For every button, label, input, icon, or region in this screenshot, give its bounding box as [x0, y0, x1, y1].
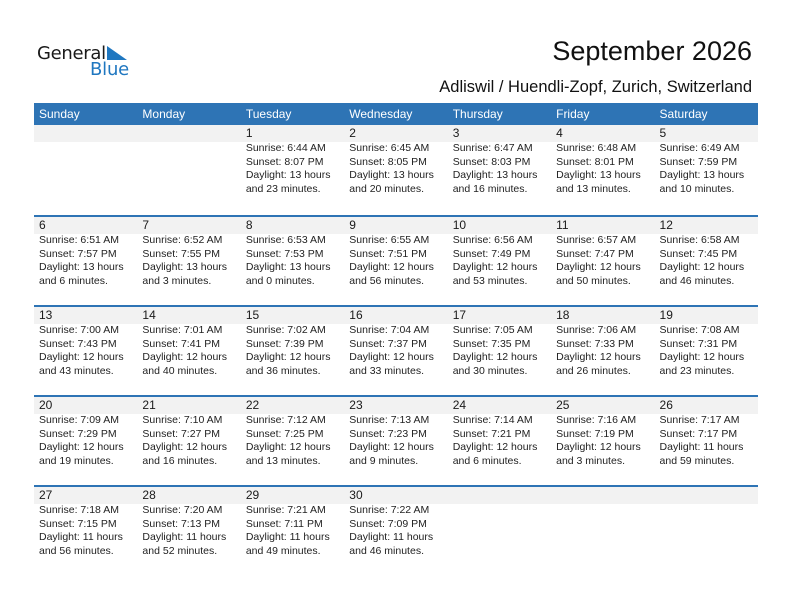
daylight-hours: Daylight: 12 hours	[142, 351, 228, 364]
day-number: 1	[245, 126, 253, 140]
daylight-hours: Daylight: 12 hours	[452, 351, 538, 364]
sunrise-time: Sunrise: 7:04 AM	[349, 324, 430, 336]
sunset-time: Sunset: 7:17 PM	[659, 427, 738, 440]
sunrise-time: Sunrise: 6:57 AM	[556, 234, 637, 246]
sunset-time: Sunset: 7:57 PM	[39, 247, 117, 260]
day-cell	[448, 217, 551, 288]
empty-day-cell	[655, 487, 758, 558]
daylight-minutes: and 16 minutes.	[142, 454, 218, 467]
sunrise-time: Sunrise: 7:10 AM	[142, 414, 223, 426]
day-cell	[34, 217, 137, 288]
day-number: 19	[659, 308, 673, 322]
daylight-minutes: and 36 minutes.	[245, 364, 321, 377]
sunrise-time: Sunrise: 7:17 AM	[659, 414, 740, 426]
day-number: 9	[349, 218, 356, 232]
sunset-time: Sunset: 7:59 PM	[659, 155, 738, 168]
sunset-time: Sunset: 7:13 PM	[142, 517, 221, 530]
calendar-grid	[34, 103, 758, 575]
sunset-time: Sunset: 7:11 PM	[245, 517, 323, 530]
day-cell	[34, 397, 137, 468]
calendar-week-row	[34, 485, 758, 575]
calendar-weeks	[34, 125, 758, 575]
sunset-time: Sunset: 7:25 PM	[245, 427, 324, 440]
sunrise-time: Sunrise: 6:49 AM	[659, 142, 740, 154]
daylight-hours: Daylight: 13 hours	[39, 261, 124, 274]
sunrise-time: Sunrise: 7:22 AM	[349, 504, 430, 516]
daylight-hours: Daylight: 13 hours	[556, 169, 641, 182]
sunrise-time: Sunrise: 7:00 AM	[39, 324, 119, 336]
daylight-hours: Daylight: 13 hours	[142, 261, 228, 274]
sunset-time: Sunset: 7:31 PM	[659, 337, 738, 350]
sunrise-time: Sunrise: 6:51 AM	[39, 234, 119, 246]
daylight-minutes: and 26 minutes.	[556, 364, 631, 377]
daylight-minutes: and 49 minutes.	[245, 544, 321, 557]
day-number: 28	[142, 488, 156, 502]
daylight-hours: Daylight: 11 hours	[39, 531, 123, 544]
sunset-time: Sunset: 7:23 PM	[349, 427, 427, 440]
daylight-minutes: and 40 minutes.	[142, 364, 218, 377]
sunrise-time: Sunrise: 7:18 AM	[39, 504, 119, 516]
daylight-hours: Daylight: 13 hours	[452, 169, 538, 182]
daylight-minutes: and 20 minutes.	[349, 182, 424, 195]
page-title: September 2026	[552, 36, 752, 66]
sunset-time: Sunset: 7:19 PM	[556, 427, 634, 440]
daylight-minutes: and 33 minutes.	[349, 364, 424, 377]
day-cell	[551, 125, 654, 196]
day-cell	[344, 217, 447, 288]
day-number: 21	[142, 398, 156, 412]
sunrise-time: Sunrise: 7:12 AM	[245, 414, 326, 426]
weekday-tuesday: Tuesday	[245, 107, 292, 121]
logo-word-general: General	[37, 43, 106, 64]
daylight-hours: Daylight: 11 hours	[245, 531, 330, 544]
day-cell	[344, 397, 447, 468]
sunrise-time: Sunrise: 6:58 AM	[659, 234, 740, 246]
day-number: 15	[245, 308, 260, 322]
sunrise-time: Sunrise: 7:01 AM	[142, 324, 223, 336]
day-cell	[137, 397, 240, 468]
logo-word-blue: Blue	[90, 59, 130, 80]
daylight-minutes: and 59 minutes.	[659, 454, 735, 467]
sunset-time: Sunset: 7:53 PM	[245, 247, 324, 260]
day-number: 4	[556, 126, 563, 140]
week-cells	[34, 125, 758, 196]
sunrise-time: Sunrise: 7:21 AM	[245, 504, 326, 516]
day-number: 6	[39, 218, 46, 232]
day-cell	[448, 125, 551, 196]
daylight-hours: Daylight: 12 hours	[556, 351, 641, 364]
day-number: 11	[556, 218, 569, 232]
day-number: 12	[659, 218, 673, 232]
daylight-hours: Daylight: 12 hours	[659, 351, 745, 364]
daylight-hours: Daylight: 13 hours	[349, 169, 434, 182]
day-cell	[241, 125, 344, 196]
day-cell	[241, 217, 344, 288]
sunrise-time: Sunrise: 7:16 AM	[556, 414, 637, 426]
week-cells	[34, 487, 758, 558]
sunset-time: Sunset: 8:03 PM	[452, 155, 531, 168]
day-cell	[448, 397, 551, 468]
sunset-time: Sunset: 7:35 PM	[452, 337, 531, 350]
daylight-minutes: and 30 minutes.	[452, 364, 528, 377]
empty-day-cell	[34, 125, 137, 196]
daylight-minutes: and 0 minutes.	[245, 274, 315, 287]
daylight-hours: Daylight: 12 hours	[556, 441, 641, 454]
general-blue-logo	[37, 43, 137, 83]
day-cell	[448, 307, 551, 378]
daylight-hours: Daylight: 12 hours	[39, 351, 124, 364]
daylight-hours: Daylight: 13 hours	[245, 169, 331, 182]
daylight-minutes: and 46 minutes.	[349, 544, 424, 557]
week-cells	[34, 307, 758, 378]
daylight-minutes: and 53 minutes.	[452, 274, 528, 287]
daylight-minutes: and 23 minutes.	[659, 364, 735, 377]
sunrise-time: Sunrise: 7:05 AM	[452, 324, 533, 336]
daylight-minutes: and 16 minutes.	[452, 182, 528, 195]
day-cell	[241, 307, 344, 378]
day-cell	[344, 487, 447, 558]
sunrise-time: Sunrise: 6:53 AM	[245, 234, 326, 246]
daylight-minutes: and 3 minutes.	[556, 454, 625, 467]
day-number: 13	[39, 308, 53, 322]
sunset-time: Sunset: 8:07 PM	[245, 155, 324, 168]
day-number: 20	[39, 398, 53, 412]
sunrise-time: Sunrise: 7:14 AM	[452, 414, 533, 426]
sunset-time: Sunset: 7:29 PM	[39, 427, 117, 440]
daylight-hours: Daylight: 12 hours	[452, 261, 538, 274]
sunrise-time: Sunrise: 6:48 AM	[556, 142, 637, 154]
day-cell	[344, 125, 447, 196]
weekday-sunday: Sunday	[39, 107, 80, 121]
calendar-week-row	[34, 125, 758, 215]
weekday-header-row	[34, 103, 758, 125]
day-number: 5	[659, 126, 667, 140]
daylight-minutes: and 19 minutes.	[39, 454, 114, 467]
day-number: 22	[245, 398, 260, 412]
weekday-wednesday: Wednesday	[349, 107, 413, 121]
day-number: 23	[349, 398, 363, 412]
sunset-time: Sunset: 7:33 PM	[556, 337, 634, 350]
sunrise-time: Sunrise: 6:52 AM	[142, 234, 223, 246]
day-cell	[551, 397, 654, 468]
day-number: 16	[349, 308, 363, 322]
day-number: 10	[452, 218, 467, 232]
calendar-week-row	[34, 395, 758, 485]
sunset-time: Sunset: 7:43 PM	[39, 337, 117, 350]
day-number: 24	[452, 398, 467, 412]
calendar-week-row	[34, 305, 758, 395]
weekday-saturday: Saturday	[659, 107, 708, 121]
sunset-time: Sunset: 7:49 PM	[452, 247, 531, 260]
day-cell	[655, 307, 758, 378]
day-number: 2	[349, 126, 356, 140]
daylight-minutes: and 9 minutes.	[349, 454, 419, 467]
sunset-time: Sunset: 8:01 PM	[556, 155, 634, 168]
day-cell	[241, 487, 344, 558]
day-number: 7	[142, 218, 150, 232]
sunrise-time: Sunrise: 7:06 AM	[556, 324, 637, 336]
daylight-hours: Daylight: 12 hours	[659, 261, 745, 274]
daylight-minutes: and 52 minutes.	[142, 544, 218, 557]
daylight-hours: Daylight: 12 hours	[245, 351, 331, 364]
day-cell	[655, 217, 758, 288]
daylight-minutes: and 23 minutes.	[245, 182, 321, 195]
daylight-hours: Daylight: 12 hours	[349, 441, 434, 454]
daylight-hours: Daylight: 12 hours	[349, 351, 434, 364]
daylight-minutes: and 46 minutes.	[659, 274, 735, 287]
sunset-time: Sunset: 7:55 PM	[142, 247, 221, 260]
day-number: 8	[245, 218, 253, 232]
sunset-time: Sunset: 7:47 PM	[556, 247, 634, 260]
daylight-minutes: and 13 minutes.	[556, 182, 631, 195]
sunrise-time: Sunrise: 7:09 AM	[39, 414, 119, 426]
sunrise-time: Sunrise: 7:08 AM	[659, 324, 740, 336]
day-cell	[137, 487, 240, 558]
day-cell	[34, 307, 137, 378]
sunset-time: Sunset: 8:05 PM	[349, 155, 427, 168]
sunset-time: Sunset: 7:09 PM	[349, 517, 427, 530]
sunrise-time: Sunrise: 7:13 AM	[349, 414, 430, 426]
calendar-week-row	[34, 215, 758, 305]
blue-triangle-icon	[107, 46, 127, 60]
sunset-time: Sunset: 7:15 PM	[39, 517, 117, 530]
day-cell	[655, 125, 758, 196]
weekday-monday: Monday	[142, 107, 186, 121]
daylight-minutes: and 56 minutes.	[349, 274, 424, 287]
day-number: 17	[452, 308, 467, 322]
location-subtitle: Adliswil / Huendli-Zopf, Zurich, Switzerland	[439, 78, 752, 96]
daylight-hours: Daylight: 11 hours	[349, 531, 434, 544]
day-cell	[655, 397, 758, 468]
day-cell	[34, 487, 137, 558]
daylight-hours: Daylight: 12 hours	[142, 441, 228, 454]
daylight-minutes: and 56 minutes.	[39, 544, 114, 557]
daylight-hours: Daylight: 12 hours	[452, 441, 538, 454]
daylight-minutes: and 6 minutes.	[452, 454, 522, 467]
sunset-time: Sunset: 7:51 PM	[349, 247, 427, 260]
week-cells	[34, 217, 758, 288]
empty-day-cell	[448, 487, 551, 558]
day-cell	[137, 217, 240, 288]
daylight-minutes: and 13 minutes.	[245, 454, 321, 467]
sunrise-time: Sunrise: 6:55 AM	[349, 234, 430, 246]
day-number: 3	[452, 126, 460, 140]
sunrise-time: Sunrise: 6:45 AM	[349, 142, 430, 154]
day-number: 30	[349, 488, 363, 502]
daylight-hours: Daylight: 12 hours	[245, 441, 331, 454]
week-cells	[34, 397, 758, 468]
empty-day-cell	[551, 487, 654, 558]
day-number: 18	[556, 308, 570, 322]
sunrise-time: Sunrise: 6:47 AM	[452, 142, 533, 154]
sunrise-time: Sunrise: 6:56 AM	[452, 234, 533, 246]
daylight-minutes: and 3 minutes.	[142, 274, 212, 287]
daylight-hours: Daylight: 13 hours	[659, 169, 745, 182]
sunset-time: Sunset: 7:37 PM	[349, 337, 427, 350]
daylight-minutes: and 10 minutes.	[659, 182, 735, 195]
sunrise-time: Sunrise: 6:44 AM	[245, 142, 326, 154]
day-cell	[551, 217, 654, 288]
day-cell	[344, 307, 447, 378]
daylight-hours: Daylight: 13 hours	[245, 261, 331, 274]
day-number: 27	[39, 488, 53, 502]
weekday-friday: Friday	[556, 107, 590, 121]
sunset-time: Sunset: 7:21 PM	[452, 427, 531, 440]
day-cell	[551, 307, 654, 378]
day-number: 26	[659, 398, 673, 412]
day-number: 14	[142, 308, 156, 322]
daylight-hours: Daylight: 12 hours	[556, 261, 641, 274]
sunrise-time: Sunrise: 7:02 AM	[245, 324, 326, 336]
daylight-hours: Daylight: 12 hours	[349, 261, 434, 274]
daylight-hours: Daylight: 11 hours	[142, 531, 227, 544]
day-number: 29	[245, 488, 260, 502]
daylight-hours: Daylight: 11 hours	[659, 441, 744, 454]
weekday-thursday: Thursday	[452, 107, 503, 121]
daylight-minutes: and 43 minutes.	[39, 364, 114, 377]
sunset-time: Sunset: 7:27 PM	[142, 427, 221, 440]
day-number: 25	[556, 398, 570, 412]
sunset-time: Sunset: 7:39 PM	[245, 337, 324, 350]
daylight-minutes: and 50 minutes.	[556, 274, 631, 287]
daylight-minutes: and 6 minutes.	[39, 274, 108, 287]
sunset-time: Sunset: 7:45 PM	[659, 247, 738, 260]
day-cell	[241, 397, 344, 468]
daylight-hours: Daylight: 12 hours	[39, 441, 124, 454]
sunset-time: Sunset: 7:41 PM	[142, 337, 221, 350]
sunrise-time: Sunrise: 7:20 AM	[142, 504, 223, 516]
day-cell	[137, 307, 240, 378]
empty-day-cell	[137, 125, 240, 196]
